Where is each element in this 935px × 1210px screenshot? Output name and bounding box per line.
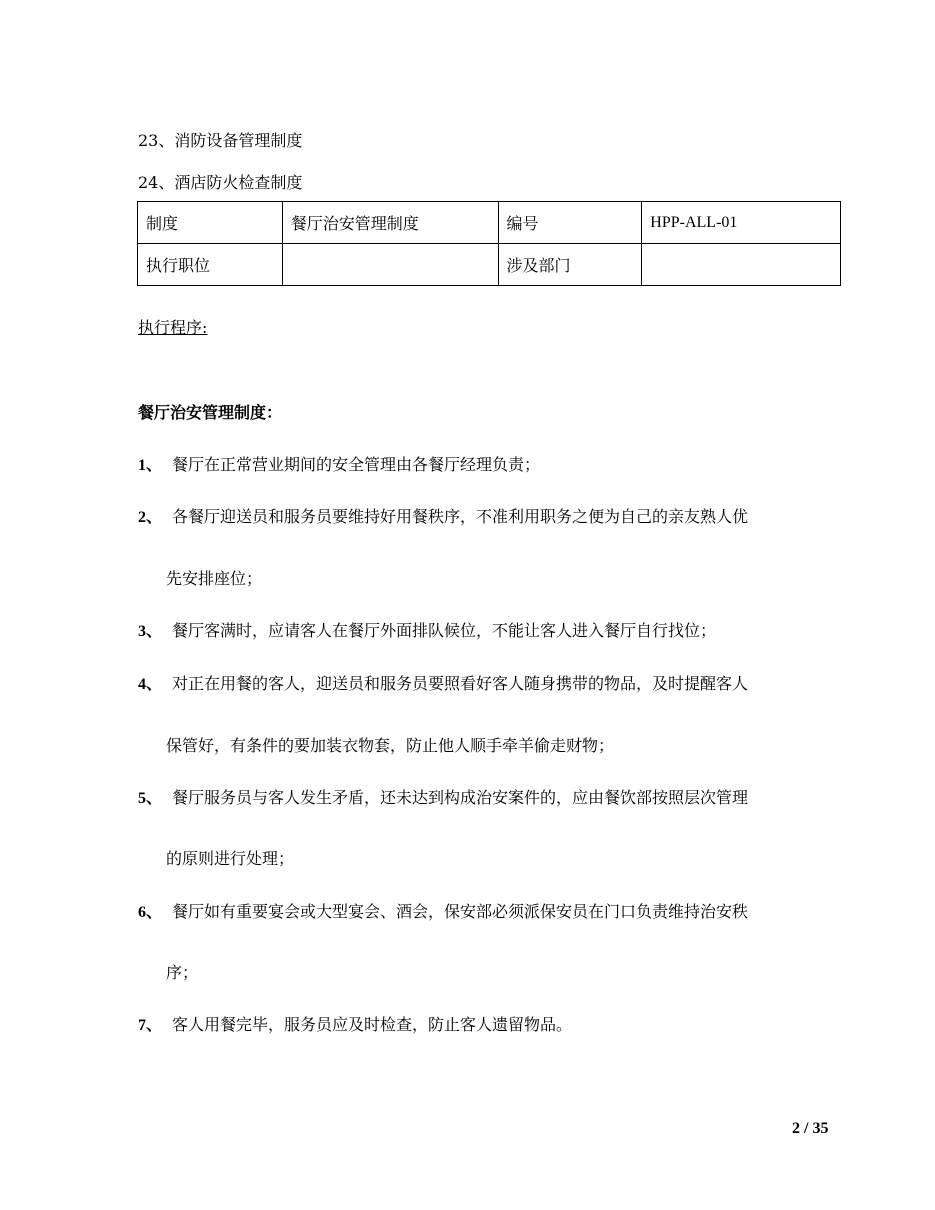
list-item-number: 3、 (138, 623, 163, 640)
list-item-text: 客人用餐完毕，服务员应及时检查，防止客人遗留物品。 (172, 1015, 573, 1034)
table-cell-department-label: 涉及部门 (498, 244, 642, 286)
list-item-text: 餐厅服务员与客人发生矛盾，还未达到构成治安案件的，应由餐饮部按照层次管理 (172, 788, 749, 807)
list-item-text: 餐厅如有重要宴会或大型宴会、酒会，保安部必须派保安员在门口负责维持治安秩 (172, 902, 749, 921)
list-item (138, 621, 716, 642)
list-item-number: 1、 (138, 457, 163, 474)
list-item-number: 6、 (138, 904, 163, 921)
section-title: 餐厅治安管理制度： (138, 403, 283, 422)
list-item-continuation: 保管好，有条件的要加装衣物套，防止他人顺手牵羊偷走财物； (166, 736, 615, 755)
list-item-text: 餐厅在正常营业期间的安全管理由各餐厅经理负责； (172, 455, 541, 474)
page-number: 2 / 35 (792, 1120, 829, 1137)
list-item (138, 788, 748, 809)
list-item (138, 674, 748, 695)
table-row (138, 244, 841, 286)
list-item (138, 507, 748, 528)
list-item-number: 4、 (138, 676, 163, 693)
list-item (138, 455, 540, 476)
list-item-text: 对正在用餐的客人，迎送员和服务员要照看好客人随身携带的物品，及时提醒客人 (172, 674, 749, 693)
list-item (138, 1015, 572, 1036)
list-item-continuation: 的原则进行处理； (166, 849, 295, 868)
table-cell-department-value (642, 244, 841, 286)
table-cell-position-label: 执行职位 (138, 244, 283, 286)
list-item-continuation: 序； (166, 963, 199, 982)
list-item-continuation: 先安排座位； (166, 569, 263, 588)
list-item-text: 餐厅客满时，应请客人在餐厅外面排队候位，不能让客人进入餐厅自行找位； (172, 621, 717, 640)
list-item (138, 902, 748, 923)
list-item-number: 5、 (138, 790, 163, 807)
procedure-label: 执行程序: (138, 318, 208, 337)
list-item-number: 2、 (138, 509, 163, 526)
table-cell-code-value: HPP-ALL-01 (642, 202, 841, 244)
policy-info-table (137, 201, 841, 286)
list-item-text: 各餐厅迎送员和服务员要维持好用餐秩序，不准利用职务之便为自己的亲友熟人优 (172, 507, 749, 526)
table-cell-code-label: 编号 (498, 202, 642, 244)
table-cell-position-value (282, 244, 498, 286)
table-cell-policy-label: 制度 (138, 202, 283, 244)
toc-line-23: 23、消防设备管理制度 (138, 131, 303, 150)
list-item-number: 7、 (138, 1017, 163, 1034)
table-row (138, 202, 841, 244)
table-cell-policy-name: 餐厅治安管理制度 (282, 202, 498, 244)
toc-line-24: 24、酒店防火检查制度 (138, 173, 303, 192)
